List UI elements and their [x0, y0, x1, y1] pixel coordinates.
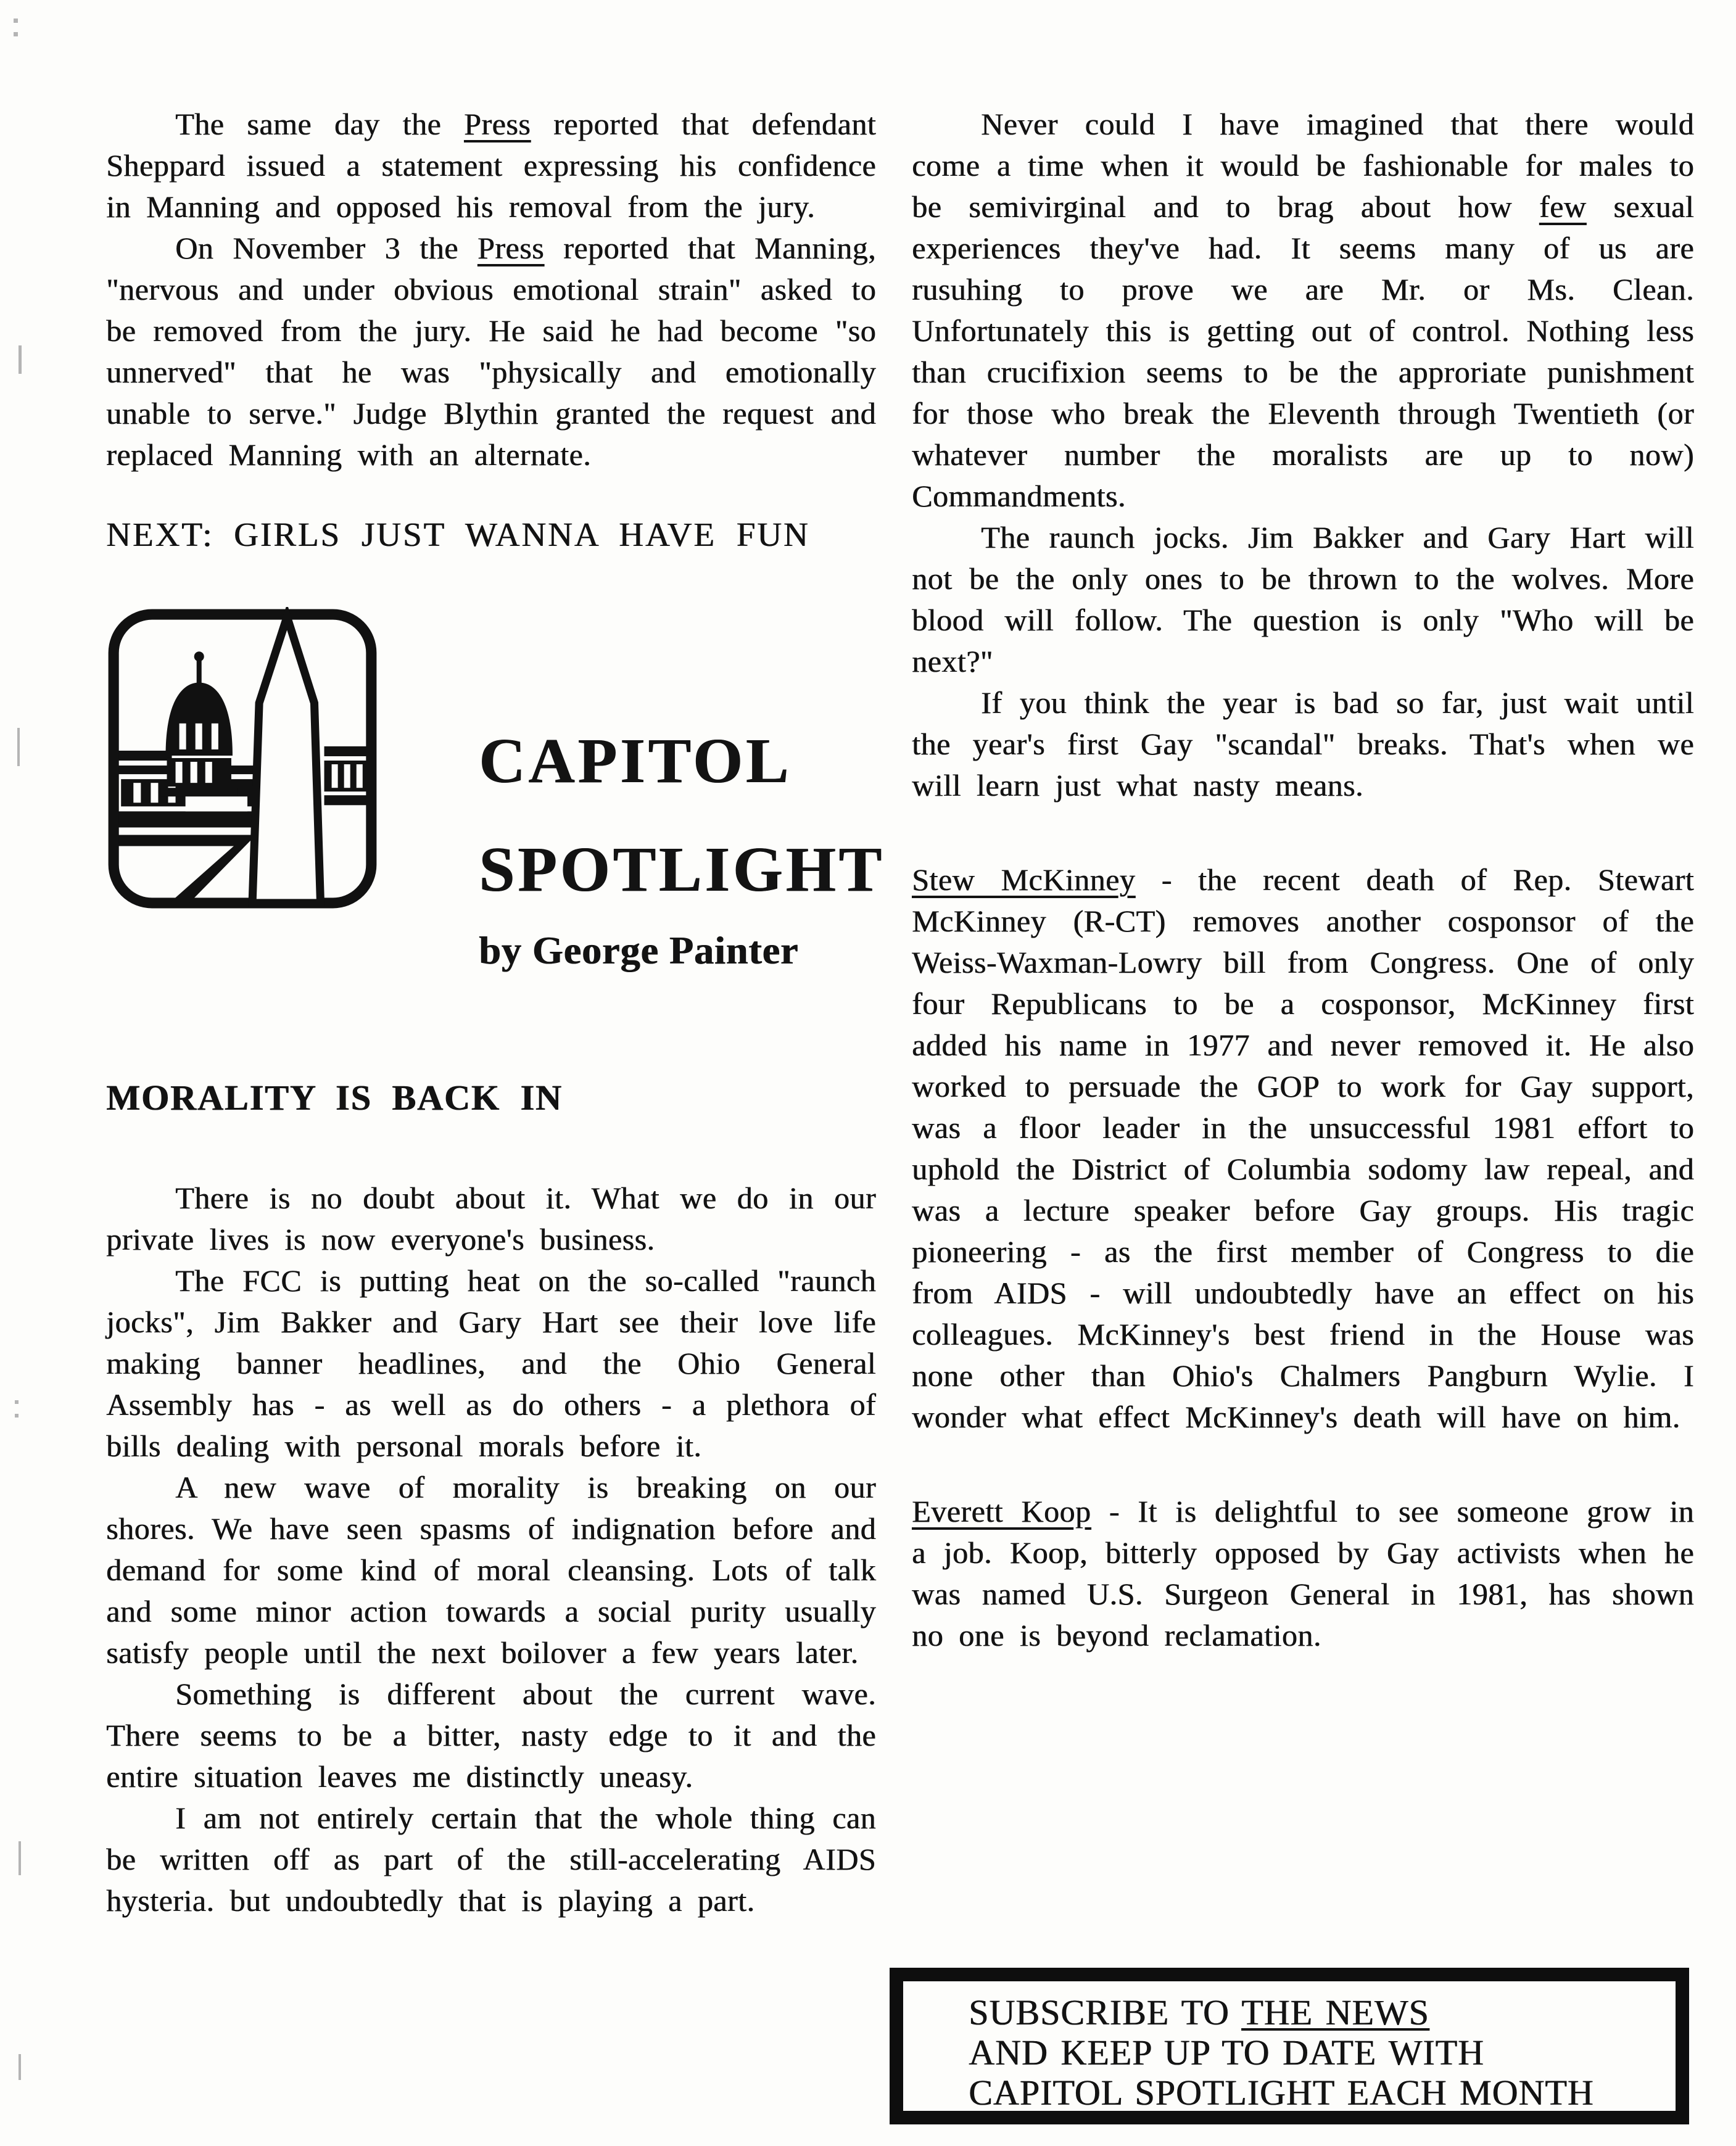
masthead-title-line2: SPOTLIGHT — [479, 834, 885, 905]
paragraph — [912, 682, 1694, 806]
underlined-text: Everett Koop — [912, 1494, 1091, 1529]
paragraph — [106, 1467, 876, 1673]
text: - the recent death of Rep. Stewart McKinney (R-CT) removes another cosponsor of the Weiss-Waxman-Lowry bill from Congress. One of only four Republicans to be a cosponsor, McKinney first added his name in 1977 and never removed it. He also worked to persuade the GOP to work for Gay support, was a floor leader in the unsuccessful 1981 effort to uphold the District of Columbia sodomy law repeal, and was a lecture speaker before Gay groups. His tragic pioneering - as the first member of Congress to die from AIDS - will undoubtedly have an effect on his colleagues. McKinney's best friend in the House was none other than Ohio's Chalmers Pangburn Wylie. I wonder what effect McKinney's death will have on him. — [912, 862, 1694, 1434]
subscribe-line-2: AND KEEP UP TO DATE WITH — [969, 2033, 1484, 2073]
paragraph — [106, 1178, 876, 1260]
masthead-text — [479, 607, 885, 973]
text: The raunch jocks. Jim Bakker and Gary Hart will not be the only ones to be thrown to the wolves. More blood will follow. The question is only "Who will be next?" — [912, 520, 1694, 679]
underlined-text: few — [1539, 189, 1587, 224]
news-items — [912, 859, 1694, 1656]
text: reported that Manning, "nervous and under obvious emotional strain" asked to be removed from the jury. He said he had become "so unnerved" that he was "physically and emotionally unable to serve." Judge Blythin granted the request and replaced Manning with an alternate. — [106, 231, 876, 472]
subscribe-line-3: CAPITOL SPOTLIGHT EACH MONTH — [969, 2073, 1594, 2113]
scan-artifact — [17, 728, 20, 766]
paragraph — [106, 1797, 876, 1921]
right-column — [912, 104, 1694, 1656]
scan-artifact — [14, 32, 18, 36]
section-heading: MORALITY IS BACK IN — [106, 1078, 563, 1118]
text: Never could I have imagined that there would come a time when it would be fashionable for males to be semivirginal and to brag about how — [912, 107, 1694, 224]
scan-artifact — [19, 345, 22, 374]
text: The same day the — [175, 107, 464, 141]
text: A new wave of morality is breaking on our shores. We have seen spasms of indignation before and demand for some kind of moral cleansing. Lots of talk and some minor action towards a social purity usually satisfy people until the next boilover a few years later. — [106, 1470, 876, 1670]
right-top-paragraphs — [912, 104, 1694, 806]
text: There is no doubt about it. What we do in our private lives is now everyone's business. — [106, 1181, 876, 1257]
left-body-paragraphs — [106, 1178, 876, 1921]
text: - It is delightful to see someone grow in a job. Koop, bitterly opposed by Gay activists when he was named U.S. Surgeon General in 1981, has shown no one is beyond reclamation. — [912, 1494, 1695, 1653]
paragraph — [106, 1260, 876, 1467]
paragraph — [106, 228, 876, 476]
left-column — [106, 104, 885, 1921]
paragraph — [106, 1673, 876, 1797]
underlined-text: Stew McKinney — [912, 862, 1136, 897]
text: reported that defendant Sheppard issued a statement expressing his confidence in Manning and opposed his removal from the jury. — [106, 107, 877, 224]
underlined-text: THE NEWS — [1241, 1992, 1429, 2033]
scan-artifact — [19, 2054, 21, 2080]
paragraph — [912, 1491, 1694, 1656]
underlined-text: Press — [477, 231, 544, 265]
masthead-byline: by George Painter — [479, 928, 799, 972]
text: If you think the year is bad so far, just wait until the year's first Gay "scandal" breaks. That's when we will learn just what nasty means. — [912, 685, 1694, 803]
scan-artifact — [14, 19, 18, 23]
next-teaser: NEXT: GIRLS JUST WANNA HAVE FUN — [106, 516, 810, 553]
capitol-spotlight-masthead — [106, 607, 885, 973]
underlined-text: Press — [463, 107, 531, 141]
text: Something is different about the current wave. There seems to be a bitter, nasty edge to it and the entire situation leaves me distinctly uneasy. — [106, 1677, 876, 1794]
masthead-title-line1: CAPITOL — [479, 725, 792, 796]
masthead-title — [479, 707, 885, 924]
text: On November 3 the — [175, 231, 477, 265]
text: The FCC is putting heat on the so-called "raunch jocks", Jim Bakker and Gary Hart see their love life making banner headlines, and the Ohio General Assembly has - as well as do others - a plethora of bills dealing with personal morals before it. — [106, 1263, 876, 1463]
paragraph — [106, 104, 876, 228]
text: I am not entirely certain that the whole thing can be written off as part of the still-accelerating AIDS hysteria. but undoubtedly that is playing a part. — [106, 1801, 876, 1918]
paragraph — [912, 104, 1694, 517]
paragraph — [912, 859, 1694, 1438]
scan-artifact — [15, 1414, 19, 1418]
text: SUBSCRIBE TO — [969, 1992, 1242, 2033]
subscribe-box — [890, 1968, 1689, 2124]
scan-artifact — [19, 1841, 21, 1875]
text: sexual experiences they've had. It seems many of us are rusuhing to prove we are Mr. or Ms. Clean. Unfortunately this is getting out of control. Nothing less than crucifixion seems to be the approriate punishment for those who break the Eleventh through Twentieth (or whatever number the moralists are up to now) Commandments. — [912, 189, 1695, 513]
scan-artifact — [15, 1400, 19, 1404]
paragraph — [912, 517, 1694, 682]
subscribe-line-1 — [969, 1992, 1663, 2033]
capitol-spotlight-logo — [106, 607, 379, 910]
left-top-paragraphs — [106, 104, 876, 476]
